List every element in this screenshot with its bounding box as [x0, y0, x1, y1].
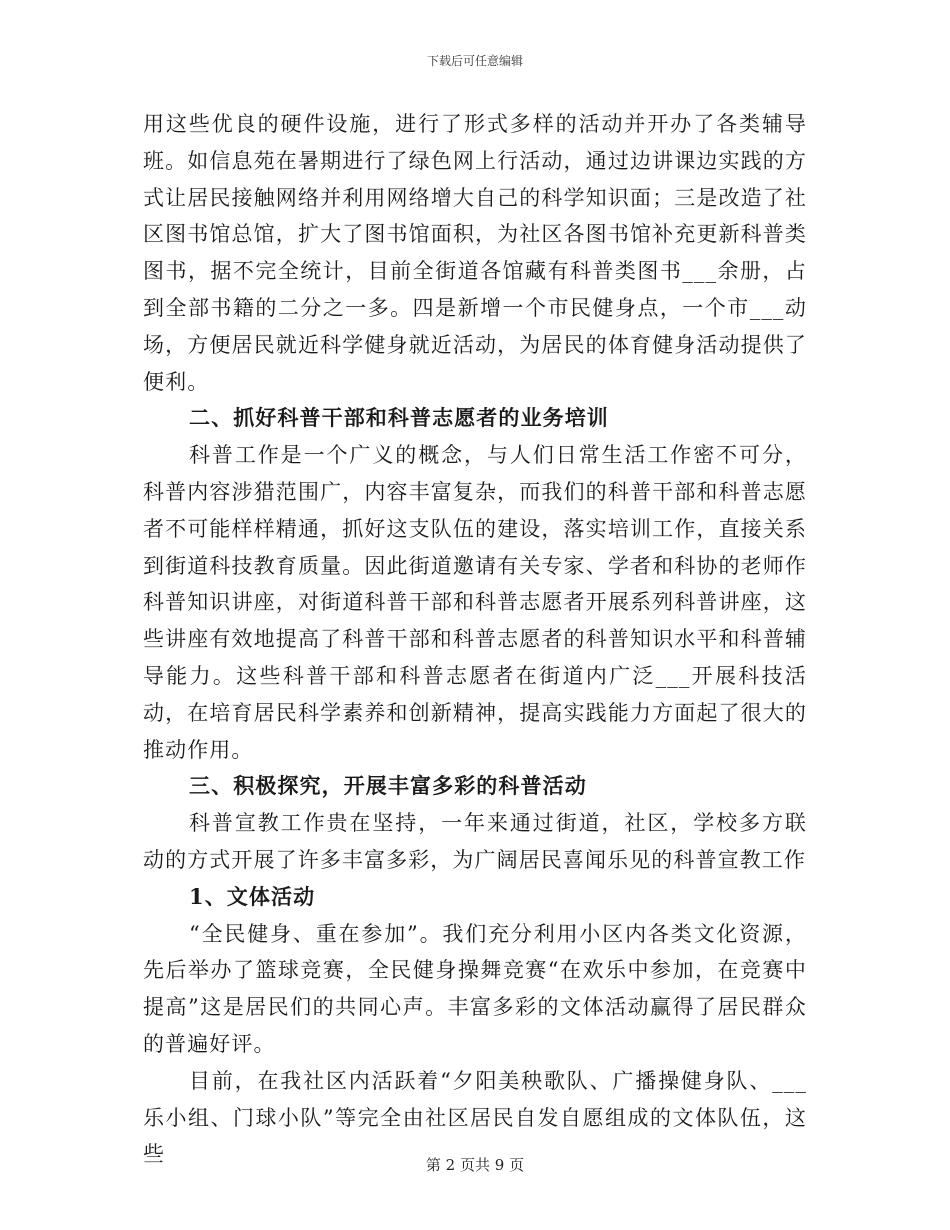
- paragraph-teams: 目前，在我社区内活跃着“夕阳美秧歌队、广播操健身队、___乐小组、门球小队”等完全由社区居民自发自愿组成的文体队伍，这些: [143, 1068, 807, 1167]
- paragraph-sports: “全民健身、重在参加”。我们充分利用小区内各类文化资源，先后举办了篮球竞赛，全民健身操舞竞赛“在欢乐中参加，在竞赛中提高”这是居民们的共同心声。丰富多彩的文体活动赢得了居民群众的普遍好评。: [143, 921, 807, 1056]
- section-heading-training: 二、抓好科普干部和科普志愿者的业务培训: [189, 405, 609, 431]
- page-footer: 第 2 页共 9 页: [425, 1156, 525, 1174]
- subsection-heading-sports: 1、文体活动: [189, 883, 316, 909]
- paragraph-facilities: 用这些优良的硬件设施，进行了形式多样的活动并开办了各类辅导班。如信息苑在暑期进行了绿色网上行活动，通过边讲课边实践的方式让居民接触网络并利用网络增大自己的科学知识面；三是改造了社区图书馆总馆，扩大了图书馆面积，为社区各图书馆补充更新科普类图书，据不完全统计，目前全街道各馆藏有科普类图书___余册，占到全部书籍的二分之一多。四是新增一个市民健身点，一个市___动场，方便居民就近科学健身就近活动，为居民的体育健身活动提供了便利。: [143, 112, 807, 394]
- page-header: 下载后可任意编辑: [426, 54, 523, 68]
- paragraph-training: 科普工作是一个广义的概念，与人们日常生活工作密不可分，科普内容涉猎范围广，内容丰富复杂，而我们的科普干部和科普志愿者不可能样样精通，抓好这支队伍的建设，落实培训工作，直接关系到街道科技教育质量。因此街道邀请有关专家、学者和科协的老师作科普知识讲座，对街道科普干部和科普志愿者开展系列科普讲座，这些讲座有效地提高了科普干部和科普志愿者的科普知识水平和科普辅导能力。这些科普干部和科普志愿者在街道内广泛___开展科技活动，在培育居民科学素养和创新精神，提高实践能力方面起了很大的推动作用。: [143, 443, 807, 762]
- section-heading-activities: 三、积极探究，开展丰富多彩的科普活动: [189, 773, 587, 799]
- paragraph-activities: 科普宣教工作贵在坚持，一年来通过街道，社区，学校多方联动的方式开展了许多丰富多彩，为广阔居民喜闻乐见的科普宣教工作: [143, 811, 807, 872]
- document-body: [143, 106, 807, 1173]
